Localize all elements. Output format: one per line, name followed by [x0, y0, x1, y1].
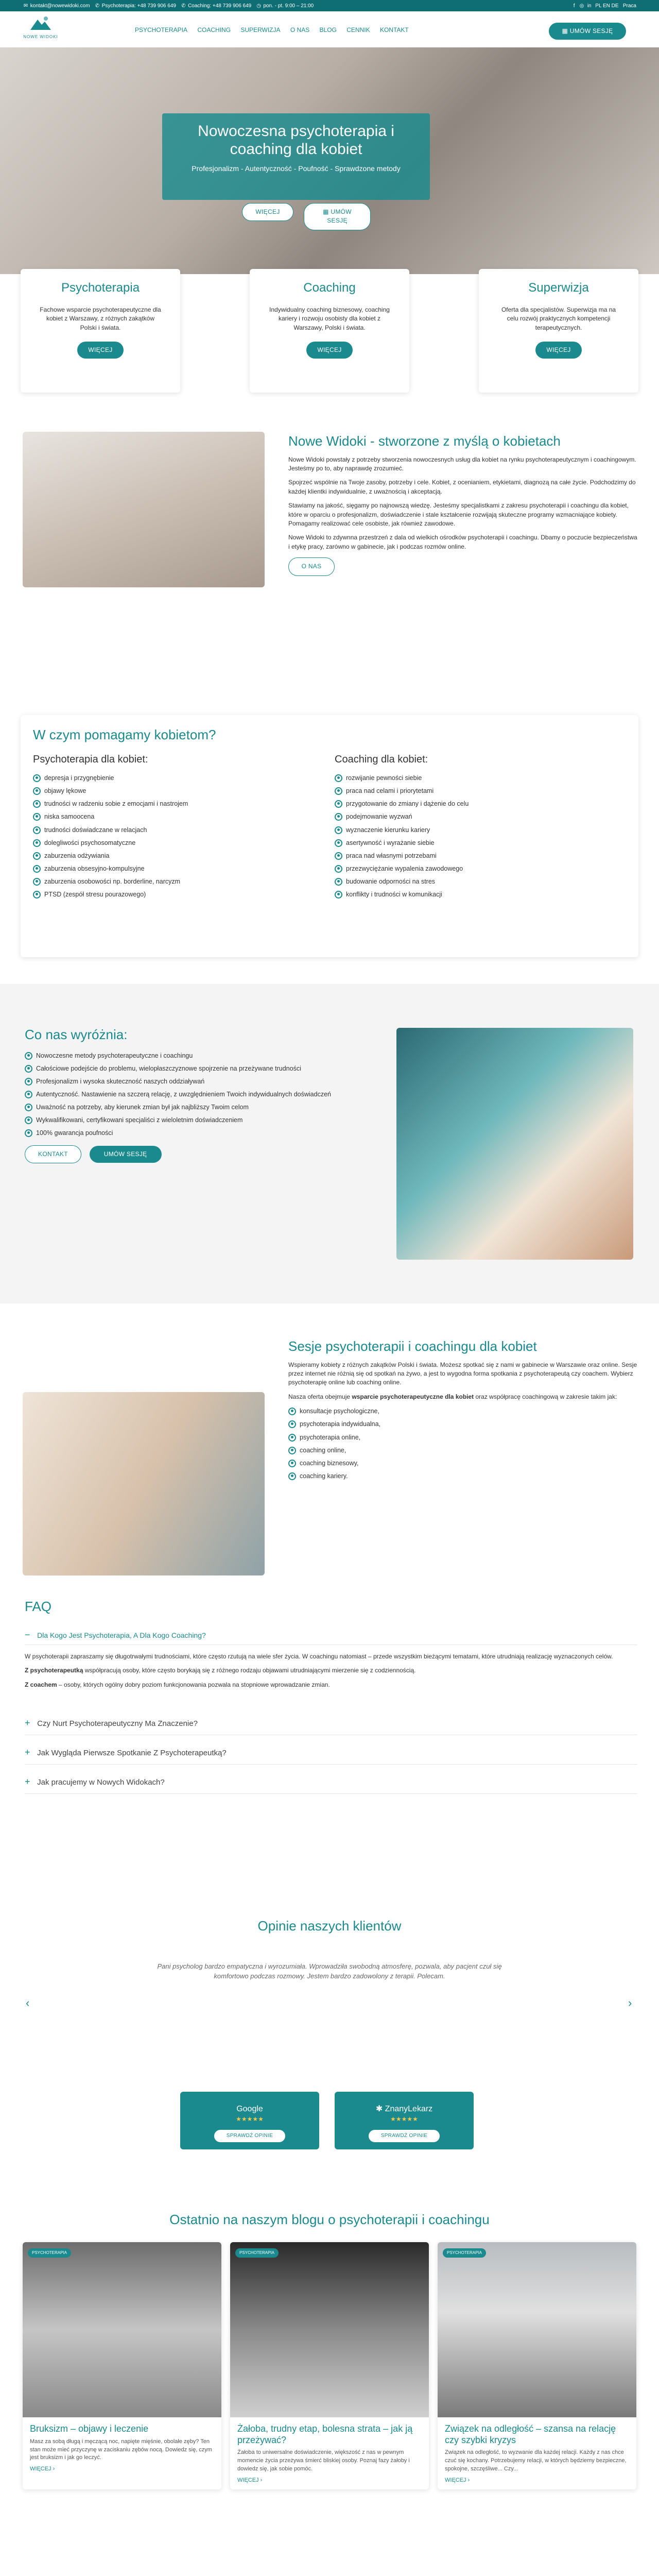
faq-answer-bold: Z coachem [25, 1681, 57, 1688]
about-p2: Spojrzeć wspólnie na Twoje zasoby, potrzeby i cele. Kobiet, z ocenianiem, etykietami, diagnozą na całe życie. Podchodzimy do każdej klientki indywidualnie, z uważnością i akceptacją. [288, 479, 636, 495]
sessions-p2 [288, 1393, 638, 1401]
faq-item[interactable] [25, 1770, 637, 1794]
service-card-superwizja [479, 269, 638, 393]
facebook-icon[interactable]: f [573, 3, 575, 9]
list-item: 100% gwarancja poufności [25, 1128, 344, 1138]
faq-item[interactable] [25, 1740, 637, 1765]
sessions-list [288, 1406, 638, 1481]
help-coach-title: Coaching dla kobiet: [335, 754, 428, 765]
faq-answer-p2 [25, 1666, 637, 1675]
phone-icon: ✆ [95, 3, 100, 9]
list-item: praca nad własnymi potrzebami [335, 851, 613, 860]
blog-card-more[interactable]: WIĘCEJ › [445, 2477, 470, 2483]
lang-pl[interactable]: PL [595, 3, 602, 9]
list-item: rozwijanie pewności siebie [335, 773, 613, 783]
list-item: zaburzenia odżywiania [33, 851, 311, 860]
distinct-book-button[interactable] [90, 1146, 162, 1163]
contact-label: KONTAKT [38, 1150, 68, 1158]
list-item: Nowoczesne metody psychoterapeutyczne i coachingu [25, 1051, 344, 1060]
service-more-button[interactable] [535, 342, 582, 359]
sessions-p1: Wspieramy kobiety z różnych zakątków Polski i świata. Możesz spotkać się z nami w gabinecie w Warszawie oraz online. Sesje przez internet nie różnią się od spotkań na żywo, a jest to wygodna forma spotkania z psychoterapeutą czy coachem. Wybierz psychoterapię online lub coaching online. [288, 1361, 637, 1386]
nav-blog[interactable]: BLOG [319, 26, 337, 33]
blog-tag[interactable]: PSYCHOTERAPIA [235, 2248, 279, 2258]
list-item: depresja i przygnębienie [33, 773, 311, 783]
hero-book-button[interactable] [304, 203, 371, 230]
list-item: trudności doświadczane w relacjach [33, 825, 311, 835]
blog-card-image[interactable] [230, 2242, 429, 2417]
logo-text: NOWE WIDOKI [23, 34, 58, 39]
lang-de[interactable]: DE [611, 3, 619, 9]
list-item: Autentyczność. Nastawienie na szczerą relację, z uwzględnieniem Twoich indywidualnych doświadczeń [25, 1090, 344, 1099]
lang-en[interactable]: EN [602, 3, 610, 9]
check-label: SPRAWDŹ OPINIE [226, 2132, 273, 2139]
star-icon: ✱ [375, 2105, 383, 2113]
main-nav [135, 26, 409, 35]
list-item: wyznaczenie kierunku kariery [335, 825, 613, 835]
logo-mountain-icon [29, 15, 52, 31]
top-coach-phone[interactable]: Coaching: +48 739 906 649 [188, 3, 252, 9]
blog-title: Ostatnio na naszym blogu o psychoterapii i coachingu [169, 2212, 490, 2227]
blog-tag[interactable]: PSYCHOTERAPIA [443, 2248, 486, 2258]
blog-card-more[interactable]: WIĘCEJ › [30, 2466, 55, 2472]
nav-cennik[interactable]: CENNIK [346, 26, 370, 33]
blog-card-image[interactable] [23, 2242, 221, 2417]
nav-psychoterapia[interactable]: PSYCHOTERAPIA [135, 26, 188, 33]
chevron-left-icon[interactable]: ‹ [26, 1996, 30, 2009]
list-item: konflikty i trudności w komunikacji [335, 890, 613, 899]
help-psy-title: Psychoterapia dla kobiet: [33, 754, 148, 765]
list-item: coaching online, [288, 1446, 638, 1455]
review-quote: Pani psycholog bardzo empatyczna i wyrozumiała. Wprowadziła swobodną atmosferę, pozwala, aby pacjent czuł się komfortowo podczas rozmowy. Jestem bardzo zadowolony z terapii. Polecam. [157, 1962, 502, 1980]
list-item: praca nad celami i priorytetami [335, 786, 613, 795]
calendar-icon: ▦ [562, 27, 568, 35]
list-item: objawy lękowe [33, 786, 311, 795]
distinct-contact-button[interactable] [25, 1145, 81, 1163]
sessions-p2-bold: wsparcie psychoterapeutyczne dla kobiet [352, 1393, 474, 1400]
list-item: trudności w radzeniu sobie z emocjami i nastrojem [33, 799, 311, 808]
help-coach-list [335, 773, 613, 899]
list-item: dolegliwości psychosomatyczne [33, 838, 311, 848]
service-more-button[interactable] [306, 342, 353, 359]
clock-icon: ◷ [256, 3, 261, 9]
nav-book-label: UMÓW SESJĘ [569, 27, 613, 35]
logo[interactable] [23, 15, 59, 44]
sessions-title: Sesje psychoterapii i coachingu dla kobiet [288, 1338, 537, 1354]
faq-answer [25, 1645, 637, 1697]
review-znany-button[interactable] [368, 2129, 440, 2143]
list-item: psychoterapia online, [288, 1433, 638, 1442]
distinct-title: Co nas wyróżnia: [25, 1027, 128, 1042]
help-psy-list [33, 773, 311, 899]
service-more-label: WIĘCEJ [317, 346, 342, 353]
list-item: podejmowanie wyzwań [335, 812, 613, 821]
service-card-coaching [250, 269, 409, 393]
faq-section [25, 1597, 637, 1794]
hero-title: Nowoczesna psychoterapia i coaching dla kobiet [198, 123, 394, 158]
blog-card-title[interactable]: Związek na odległość – szansa na relację czy szybki kryzys [445, 2424, 616, 2445]
list-item: konsultacje psychologiczne, [288, 1406, 638, 1416]
list-item: budowanie odporności na stres [335, 877, 613, 886]
about-button-label: O NAS [301, 563, 322, 570]
rating-stars: ★★★★★ [390, 2115, 418, 2123]
top-hours: pon. - pt. 9:00 – 21:00 [263, 3, 314, 9]
blog-card [230, 2242, 429, 2489]
review-google-card [180, 2092, 319, 2149]
top-email[interactable]: kontakt@nowewidoki.com [30, 3, 90, 9]
blog-card-image[interactable] [438, 2242, 636, 2417]
about-p4: Nowe Widoki to zdywnna przestrzeń z dala od wielkich ośrodków psychoterapii i coachingu. Dbamy o poczucie bezpieczeństwa i etykę pracy, zarówno w gabinecie, jak i podczas rozmów online. [288, 534, 637, 550]
work-link[interactable]: Praca [622, 3, 636, 9]
hero-more-label: WIĘCEJ [255, 208, 280, 215]
faq-question[interactable]: Jak pracujemy w Nowych Widokach? [37, 1778, 165, 1787]
about-photo [23, 432, 265, 587]
reviews-section [0, 1917, 659, 1981]
help-title: W czym pomagamy kobietom? [33, 727, 216, 742]
list-item: Wykwalifikowani, certyfikowani specjaliści z wieloletnim doświadczeniem [25, 1115, 344, 1125]
list-item: przygotowanie do zmiany i dążenie do celu [335, 799, 613, 808]
distinct-section [25, 1025, 344, 1163]
header [0, 11, 659, 47]
service-more-button[interactable] [77, 342, 124, 359]
blog-card-title[interactable]: Żałoba, trudny etap, bolesna strata – jak ją przeżywać? [237, 2424, 413, 2445]
blog-card [23, 2242, 221, 2489]
rating-stars: ★★★★★ [236, 2115, 264, 2123]
about-button[interactable] [288, 557, 335, 575]
faq-answer-bold: Z psychoterapeutką [25, 1667, 83, 1674]
list-item: coaching biznesowy, [288, 1459, 638, 1468]
plus-icon: + [25, 1747, 30, 1758]
service-title[interactable]: Psychoterapia [61, 281, 140, 295]
review-znany-name: ZnanyLekarz [385, 2105, 433, 2113]
blog-card-title[interactable]: Bruksizm – objawy i leczenie [30, 2424, 149, 2434]
faq-item-open[interactable] [25, 1625, 637, 1645]
hero-book-label: UMÓW SESJĘ [327, 208, 352, 225]
about-p3: Stawiamy na jakość, sięgamy po najnowszą wiedzę. Jesteśmy specjalistkami z zakresu psychoterapii i coachingu dla kobiet, które w oparciu o profesjonalizm, doświadczenie i stale kształcenie rozwijają skuteczne programy wzmacniające kobiety. Pomagamy realizować cele osobiste, jak również zawodowe. [288, 502, 629, 528]
service-more-label: WIĘCEJ [546, 346, 571, 353]
faq-answer-text: – osoby, których ogólny dobry poziom funkcjonowania pozwala na stopniowe wprowadzanie zmian. [57, 1681, 330, 1688]
list-item: asertywność i wyrażanie siebie [335, 838, 613, 848]
about-section [288, 432, 638, 576]
email-icon: ✉ [23, 3, 28, 9]
sessions-photo [23, 1392, 265, 1575]
blog-card-text: Żałoba to uniwersalne doświadczenie, większość z nas w pewnym momencie życia przeżywa śmierć bliskiej osoby. Poznaj fazy żałoby i dowiedz się, jak sobie pomóc. [237, 2449, 410, 2472]
list-item: zaburzenia obsesyjno-kompulsyjne [33, 864, 311, 873]
linkedin-icon[interactable]: in [587, 3, 592, 9]
review-znany-card [335, 2092, 474, 2149]
nav-superwizja[interactable]: SUPERWIZJA [240, 26, 281, 33]
blog-title-wrap [0, 2210, 659, 2230]
sessions-p2-a: Nasza oferta obejmuje [288, 1393, 352, 1400]
faq-question[interactable]: Jak Wygląda Pierwsze Spotkanie Z Psychoterapeutką? [37, 1749, 227, 1758]
nav-book-button[interactable] [549, 23, 626, 40]
list-item: zaburzenia osobowości np. borderline, narcyzm [33, 877, 311, 886]
plus-icon: + [25, 1717, 30, 1728]
minus-icon: − [25, 1629, 30, 1640]
chevron-right-icon[interactable]: › [628, 1996, 632, 2009]
faq-answer-p3 [25, 1681, 637, 1689]
service-card-psychoterapia [21, 269, 180, 393]
phone-icon: ✆ [181, 3, 186, 9]
blog-card-text: Masz za sobą długą i męczącą noc, napięte mięśnie, obolałe zęby? Ten stan może mieć przyczynę w zaciskaniu zębów nocą. Dowiedz się, czym jest bruksizm i jak go leczyć. [30, 2438, 212, 2461]
faq-title: FAQ [25, 1599, 52, 1614]
list-item: niska samoocena [33, 812, 311, 821]
hero-subtitle: Profesjonalizm - Autentyczność - Poufność - Sprawdzone metody [192, 164, 401, 173]
hero [0, 47, 659, 274]
book-label: UMÓW SESJĘ [103, 1150, 147, 1158]
review-google-name: Google [236, 2105, 263, 2113]
hero-more-button[interactable] [242, 203, 293, 221]
list-item: psychoterapia indywidualna, [288, 1419, 638, 1429]
hero-overlay-box [162, 113, 430, 200]
list-item: przezwyciężanie wypalenia zawodowego [335, 864, 613, 873]
instagram-icon[interactable]: ◎ [579, 3, 584, 9]
faq-question[interactable]: Dla Kogo Jest Psychoterapia, A Dla Kogo Coaching? [37, 1631, 206, 1639]
nav-o-nas[interactable]: O NAS [290, 26, 310, 33]
service-text: Oferta dla specjalistów. Superwizja ma na celu rozwój praktycznych kompetencji terapeutycznych. [501, 306, 616, 331]
check-label: SPRAWDŹ OPINIE [380, 2132, 428, 2139]
service-more-label: WIĘCEJ [88, 346, 113, 353]
review-znany-title [335, 2103, 474, 2115]
blog-card-text: Związek na odległość, to wyzwanie dla każdej relacji. Każdy z nas chce czuć się kochany. Potrzebujemy relacji, w których będziemy bezpieczne, spokojne, szczęśliwe... Czy... [445, 2449, 627, 2472]
faq-answer-text: współpracują osoby, które często borykają się z różnego rodzaju objawami utrudniającymi mierzenie się z codziennością. [83, 1667, 416, 1674]
calendar-icon: ▦ [323, 208, 329, 215]
blog-card [438, 2242, 636, 2489]
faq-question[interactable]: Czy Nurt Psychoterapeutyczny Ma Znaczenie? [37, 1719, 198, 1728]
top-psy-phone[interactable]: Psychoterapia: +48 739 906 649 [101, 3, 176, 9]
top-bar [0, 0, 659, 11]
help-section [21, 715, 638, 957]
service-title[interactable]: Coaching [303, 281, 356, 295]
reviews-title: Opinie naszych klientów [257, 1918, 402, 1934]
blog-tag[interactable]: PSYCHOTERAPIA [28, 2248, 71, 2258]
blog-card-more[interactable]: WIĘCEJ › [237, 2477, 263, 2483]
about-p1: Nowe Widoki powstały z potrzeby stworzenia nowoczesnych usług dla kobiet na rynku psychoterapeutycznym i coachingowym. Jesteśmy po to, aby naprawdę zrozumieć. [288, 455, 636, 472]
service-title[interactable]: Superwizja [528, 281, 589, 295]
service-text: Indywidualny coaching biznesowy, coaching kariery i rozwoju osobisty dla kobiet z Warszawy, Polski i świata. [269, 306, 390, 331]
list-item: coaching kariery. [288, 1471, 638, 1481]
plus-icon: + [25, 1776, 30, 1787]
service-text: Fachowe wsparcie psychoterapeutyczne dla kobiet z Warszawy, z różnych zakątków Polski i świata. [40, 306, 161, 331]
distinct-list [25, 1051, 344, 1138]
nav-coaching[interactable]: COACHING [197, 26, 231, 33]
review-google-button[interactable] [214, 2129, 286, 2143]
list-item: Profesjonalizm i wysoka skuteczność naszych oddziaływań [25, 1077, 344, 1086]
faq-answer-p1: W psychoterapii zapraszamy się długotrwałymi trudnościami, które często rzutują na wiele sfer życia. W coachingu natomiast – przede wszystkim bieżącymi tematami, które utrudniają realizację wyznaczonych celów. [25, 1652, 613, 1660]
about-title: Nowe Widoki - stworzone z myślą o kobietach [288, 433, 561, 449]
nav-kontakt[interactable]: KONTAKT [379, 26, 409, 33]
sessions-section [288, 1337, 638, 1484]
list-item: Uważność na potrzeby, aby kierunek zmian był jak najbliższy Twoim celom [25, 1103, 344, 1112]
faq-item[interactable] [25, 1711, 637, 1735]
list-item: Całościowe podejście do problemu, wielopłaszczyznowe spojrzenie na przeżywane trudności [25, 1064, 344, 1073]
distinct-photo [396, 1028, 633, 1260]
sessions-p2-c: oraz współpracę coachingową w zakresie takim jak: [474, 1393, 617, 1400]
list-item: PTSD (zespół stresu pourazowego) [33, 890, 311, 899]
